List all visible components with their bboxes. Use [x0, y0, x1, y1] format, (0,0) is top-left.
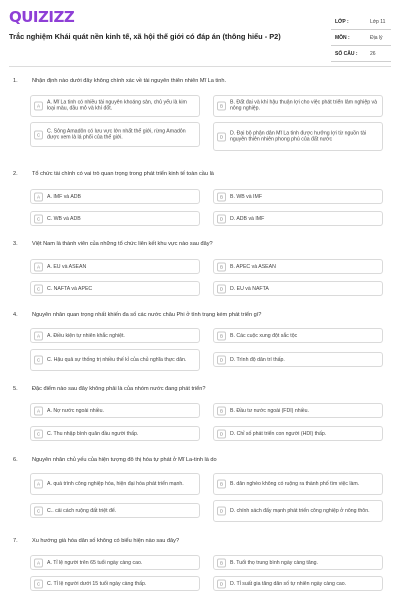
option-text: A. EU và ASEAN: [47, 263, 87, 270]
question-number: 4.: [13, 312, 18, 318]
option-text: A. Nợ nước ngoài nhiều.: [47, 407, 104, 414]
option-text: D. Trình độ dân trí thấp.: [230, 356, 285, 363]
question-number: 2.: [13, 171, 18, 177]
meta-row-count: [331, 46, 391, 62]
option-d[interactable]: [213, 352, 383, 367]
option-b[interactable]: [213, 95, 383, 117]
question-number: 3.: [13, 241, 18, 247]
option-letter: B: [217, 406, 226, 415]
option-text: C. Thu nhập bình quân đầu người thấp.: [47, 430, 139, 437]
option-text: C. WB và ADB: [47, 215, 81, 222]
option-letter: D: [217, 429, 226, 438]
option-letter: D: [217, 579, 226, 588]
option-text: C. NAFTA và APEC: [47, 285, 93, 292]
option-text: B. Tuổi thọ trung bình ngày càng tăng.: [230, 559, 318, 566]
option-letter: B: [217, 558, 226, 567]
option-text: C. Sông Amadôn có lưu vực lớn nhất thế giới, rừng Amadôn được xem là lá phổi của thế giới.: [47, 128, 186, 141]
option-c[interactable]: [30, 426, 200, 441]
option-text: C.. cải cách ruộng đất triệt để.: [47, 507, 117, 514]
option-c[interactable]: [30, 503, 200, 518]
option-text: C. Tỉ lệ người dưới 15 tuổi ngày càng thấp.: [47, 580, 147, 587]
question-text: Đặc điểm nào sau đây không phải là của nhóm nước đang phát triển?: [32, 386, 206, 392]
option-letter: A: [34, 331, 43, 340]
option-letter: C: [34, 214, 43, 223]
page-title: Trắc nghiệm Khái quát nền kinh tế, xã hội thế giới có đáp án (thông hiểu - P2): [9, 32, 281, 41]
option-letter: B: [217, 102, 226, 111]
option-a[interactable]: [30, 403, 200, 418]
option-a[interactable]: [30, 328, 200, 343]
option-letter: A: [34, 262, 43, 271]
option-a[interactable]: [30, 189, 200, 204]
option-letter: B: [217, 262, 226, 271]
question-2: [9, 171, 391, 231]
question-6: [9, 457, 391, 529]
option-letter: C: [34, 284, 43, 293]
option-text: C. Hậu quả sự thống trị nhiều thế kỉ của chủ nghĩa thực dân.: [47, 356, 187, 363]
option-text: D. EU và NAFTA: [230, 285, 269, 292]
option-text: A. IMF và ADB: [47, 193, 82, 200]
option-d[interactable]: [213, 281, 383, 296]
option-letter: B: [217, 480, 226, 489]
option-text: D. Chỉ số phát triển con người (HDI) thấp.: [230, 430, 327, 437]
quizizz-logo: QUIZIZZ: [9, 8, 75, 26]
option-text: A. quá trình công nghiệp hóa, hiện đại hóa phát triển mạnh.: [47, 480, 184, 487]
meta-value: Lớp 11: [370, 19, 386, 25]
option-a[interactable]: [30, 555, 200, 570]
option-letter: D: [217, 284, 226, 293]
option-text: D. ADB và IMF: [230, 215, 265, 222]
option-letter: D: [217, 507, 226, 516]
option-a[interactable]: [30, 95, 200, 117]
worksheet-header: [9, 8, 391, 66]
option-a[interactable]: [30, 259, 200, 274]
option-letter: C: [34, 506, 43, 515]
option-text: A. Mĩ La tinh có nhiều tài nguyên khoáng sản, chủ yếu là kim loại màu, dầu mỏ và khí đốt.: [47, 99, 187, 112]
option-letter: D: [217, 132, 226, 141]
option-letter: A: [34, 406, 43, 415]
question-text: Xu hướng già hóa dân số không có biểu hiện nào sau đây?: [32, 538, 180, 544]
meta-row-subject: [331, 30, 391, 46]
option-letter: A: [34, 102, 43, 111]
question-number: 1.: [13, 78, 18, 84]
meta-label: SỐ CÂU :: [335, 51, 358, 57]
meta-box: [331, 14, 391, 62]
option-text: B. Các cuộc xung đột sắc tộc: [230, 332, 298, 339]
option-b[interactable]: [213, 473, 383, 495]
meta-label: MÔN :: [335, 35, 350, 41]
option-text: B. Đất đai và khí hậu thuận lợi cho việc phát triển lâm nghiệp và nông nghiệp.: [230, 99, 378, 112]
option-letter: B: [217, 192, 226, 201]
option-text: D. chính sách đẩy mạnh phát triển công nghiệp ở nông thôn.: [230, 507, 370, 514]
option-d[interactable]: [213, 500, 383, 522]
option-letter: C: [34, 579, 43, 588]
option-letter: A: [34, 480, 43, 489]
meta-value: 26: [370, 51, 376, 57]
question-3: [9, 241, 391, 301]
option-letter: B: [217, 331, 226, 340]
option-b[interactable]: [213, 403, 383, 418]
question-text: Nguyên nhân quan trọng nhất khiến đa số các nước châu Phi ở tình trạng kém phát triển gì?: [32, 312, 262, 318]
option-text: B. Đầu tư nước ngoài (FDI) nhiều.: [230, 407, 309, 414]
option-c[interactable]: [30, 576, 200, 591]
option-letter: D: [217, 355, 226, 364]
header-divider: [9, 66, 391, 67]
meta-row-class: [331, 14, 391, 30]
question-number: 7.: [13, 538, 18, 544]
option-d[interactable]: [213, 426, 383, 441]
option-b[interactable]: [213, 555, 383, 570]
option-letter: A: [34, 192, 43, 201]
option-letter: C: [34, 130, 43, 139]
option-letter: C: [34, 356, 43, 365]
question-5: [9, 386, 391, 446]
option-text: B. APEC và ASEAN: [230, 263, 276, 270]
option-b[interactable]: [213, 259, 383, 274]
question-7: [9, 538, 391, 598]
option-text: B. dân nghèo không có ruộng ra thành phố tìm việc làm.: [230, 480, 360, 487]
meta-label: LỚP :: [335, 19, 349, 25]
option-text: D. Đại bộ phận dân Mĩ La tinh được hưởng lợi từ nguồn tài nguyên thiên nhiên phong phú của đất nước: [230, 130, 366, 143]
option-c[interactable]: [30, 211, 200, 226]
option-letter: A: [34, 558, 43, 567]
question-4: [9, 312, 391, 378]
question-1: [9, 78, 391, 158]
option-text: A. Điều kiện tự nhiên khắc nghiệt.: [47, 332, 125, 339]
question-number: 6.: [13, 457, 18, 463]
option-d[interactable]: [213, 576, 383, 591]
option-letter: D: [217, 214, 226, 223]
option-b[interactable]: [213, 189, 383, 204]
option-a[interactable]: [30, 473, 200, 495]
option-d[interactable]: [213, 122, 383, 151]
option-b[interactable]: [213, 328, 383, 343]
option-c[interactable]: [30, 281, 200, 296]
option-letter: C: [34, 429, 43, 438]
question-text: Nhận định nào dưới đây không chính xác về tài nguyên thiên nhiên Mĩ La tinh.: [32, 78, 227, 84]
option-text: D. Tỉ suất gia tăng dân số tự nhiên ngày càng cao.: [230, 580, 347, 587]
option-text: B. WB và IMF: [230, 193, 262, 200]
option-c[interactable]: [30, 349, 200, 371]
question-text: Nguyên nhân chủ yếu của hiện tượng đô thị hóa tự phát ở Mĩ La-tinh là do: [32, 457, 217, 463]
question-number: 5.: [13, 386, 18, 392]
question-text: Việt Nam là thành viên của những tổ chức liên kết khu vực nào sau đây?: [32, 241, 213, 247]
option-d[interactable]: [213, 211, 383, 226]
option-c[interactable]: [30, 122, 200, 147]
meta-value: Địa lý: [370, 35, 383, 41]
option-text: A. Tỉ lệ người trên 65 tuổi ngày càng cao.: [47, 559, 143, 566]
question-text: Tổ chức tài chính có vai trò quan trọng trong phát triển kinh tế toàn cầu là: [32, 171, 214, 177]
